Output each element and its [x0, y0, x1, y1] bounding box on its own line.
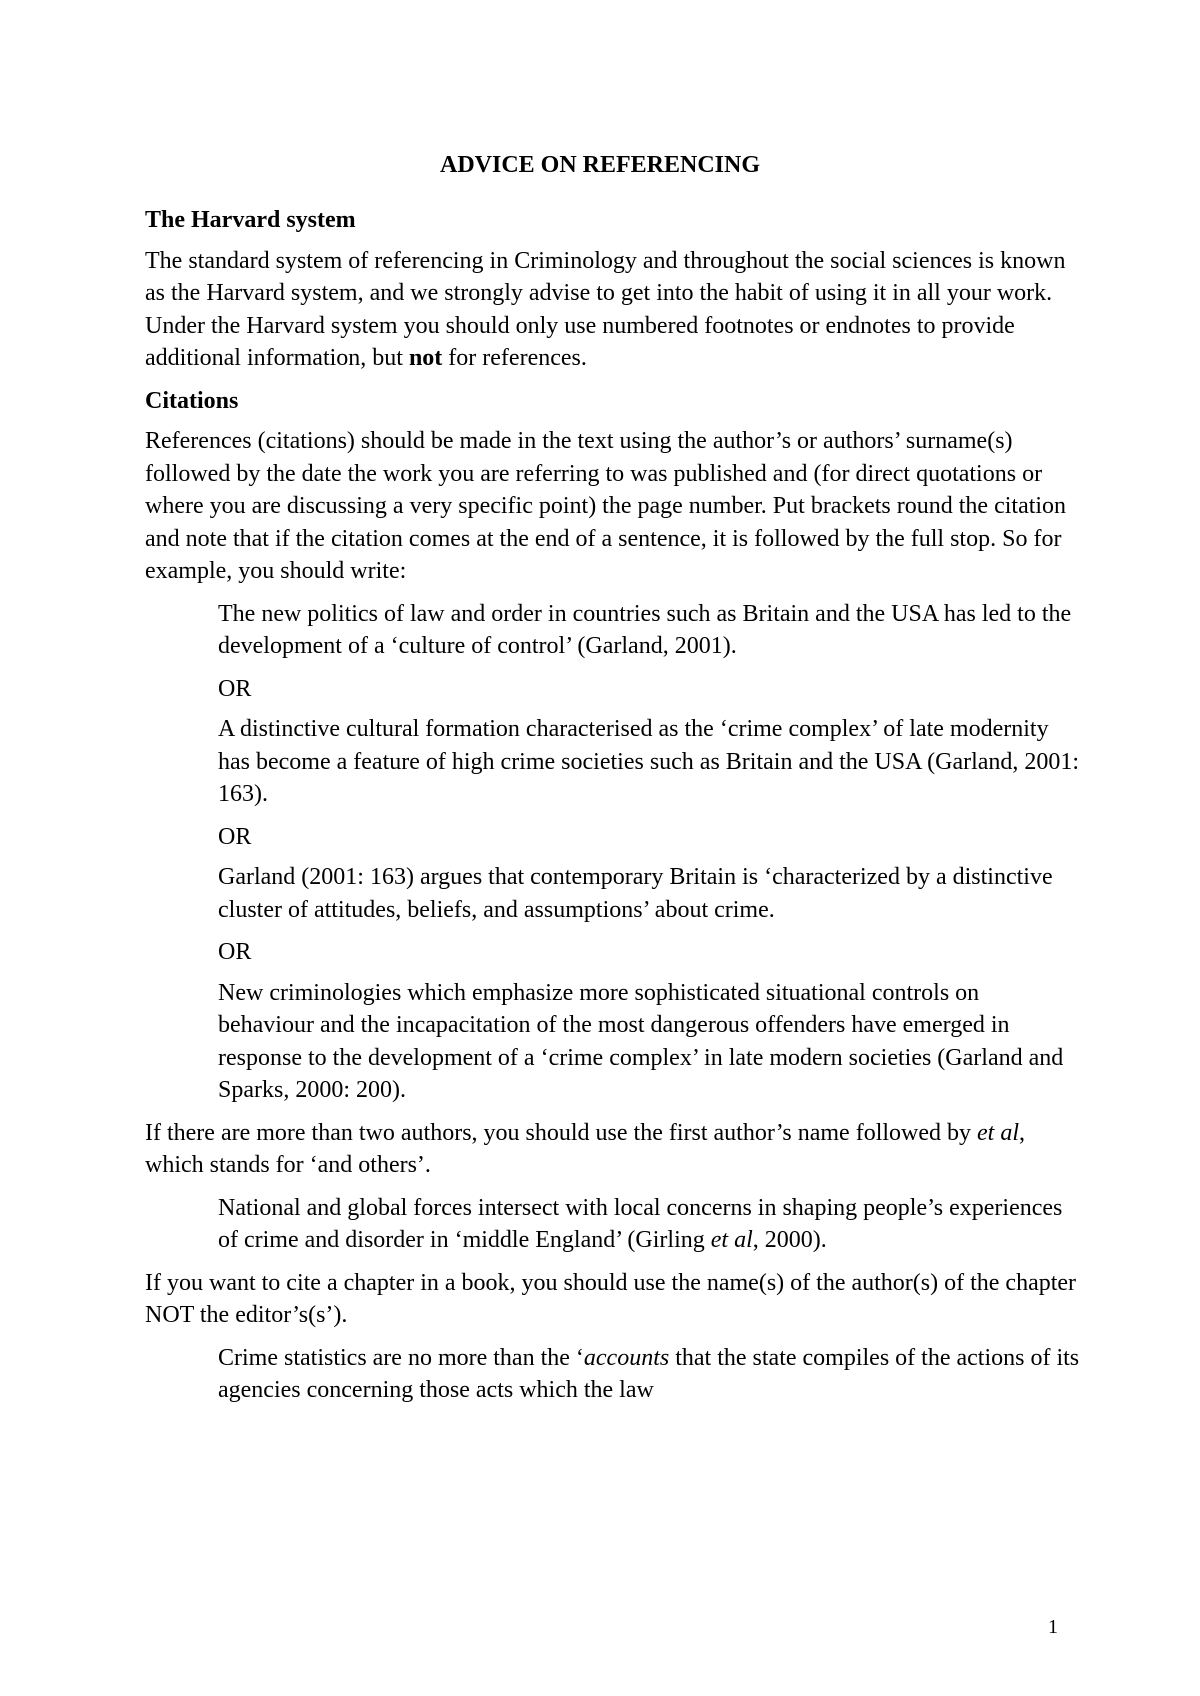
text-run: National and global forces intersect with local concerns in shaping people’s experiences of crime and disorder in ‘middle England’ (Girling: [218, 1194, 1063, 1253]
paragraph-harvard-intro: [145, 245, 1080, 375]
paragraph-citations-intro: References (citations) should be made in the text using the author’s or authors’ surname(s) followed by the date the work you are referring to was published and (for direct quotations or where you are discussing a very specific point) the page number. Put brackets round the citation and note that if the citation comes at the end of a sentence, it is followed by the full stop. So for example, you should write:: [145, 428, 1067, 584]
page-number: 1: [1048, 1616, 1058, 1638]
example-quote-6: [218, 1342, 1080, 1407]
example-quote-1: The new politics of law and order in countries such as Britain and the USA has led to the development of a ‘culture of control’ (Garland, 2001).: [218, 600, 1072, 659]
paragraph-et-al: [145, 1117, 1080, 1182]
or-separator-3: OR: [218, 939, 252, 965]
section-heading-citations: Citations: [145, 387, 239, 414]
example-quote-3: Garland (2001: 163) argues that contemporary Britain is ‘characterized by a distinctive cluster of attitudes, beliefs, and assumptions’ about crime.: [218, 864, 1053, 923]
text-run: for references.: [442, 345, 587, 371]
text-run: , 2000).: [752, 1227, 827, 1253]
text-run: that the state compiles of the actions of its agencies concerning those acts which the law: [218, 1344, 1080, 1403]
italic-text: accounts: [583, 1344, 670, 1371]
document-body: [145, 204, 1080, 1417]
document-title: ADVICE ON REFERENCING: [439, 152, 761, 178]
example-quote-4: New criminologies which emphasize more sophisticated situational controls on behaviour and the incapacitation of the most dangerous offenders have emerged in response to the development of a ‘crime complex’ in late modern societies (Garland and Sparks, 2000: 200).: [218, 979, 1064, 1103]
text-run: If there are more than two authors, you should use the first author’s name followed by: [145, 1119, 978, 1146]
example-quote-2: A distinctive cultural formation characterised as the ‘crime complex’ of late modernity has become a feature of high crime societies such as Britain and the USA (Garland, 2001: 163).: [218, 716, 1080, 807]
or-separator-2: OR: [218, 823, 252, 850]
italic-text: et al: [977, 1119, 1020, 1146]
text-run: Crime statistics are no more than the ‘: [218, 1344, 584, 1371]
or-separator-1: OR: [218, 675, 252, 702]
text-run: , which stands for ‘and others’.: [145, 1119, 1026, 1178]
example-quote-5: [218, 1192, 1080, 1257]
text-run: The standard system of referencing in Criminology and throughout the social sciences is known as the Harvard system, and we strongly advise to get into the habit of using it in all your work. Under the Harvard system you should only use numbered footnotes or endnotes to provide additional information, but: [145, 247, 1066, 371]
italic-text: et al: [710, 1227, 753, 1253]
paragraph-chapter-citation: If you want to cite a chapter in a book, you should use the name(s) of the author(s) of the chapter NOT the editor’s(s’).: [145, 1269, 1077, 1328]
bold-text: not: [408, 345, 443, 371]
section-heading-harvard: The Harvard system: [145, 207, 356, 233]
